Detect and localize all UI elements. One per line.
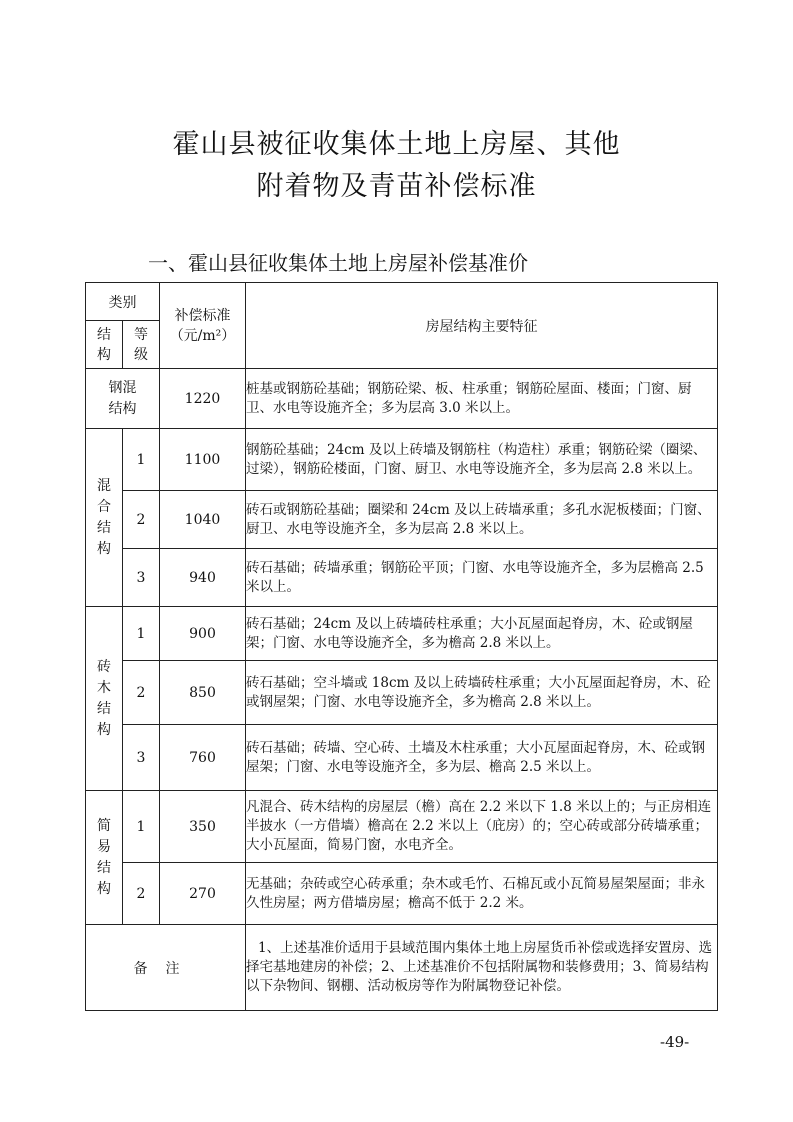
group-name-mixed: 混合结构 — [86, 429, 123, 607]
price-cell: 900 — [160, 607, 246, 661]
feature-cell: 桩基或钢筋砼基础；钢筋砼梁、板、柱承重；钢筋砼屋面、楼面；门窗、厨卫、水电等设施齐全；多为层高 3.0 米以上。 — [246, 369, 718, 429]
grade-cell: 2 — [123, 863, 160, 925]
feature-cell: 砖石基础；空斗墙或 18cm 及以上砖墙砖柱承重；大小瓦屋面起脊房，木、砼或钢屋架；门窗、水电等设施齐全，多为檐高 2.8 米以上。 — [246, 661, 718, 725]
compensation-table — [85, 282, 718, 1011]
grade-cell: 1 — [123, 429, 160, 491]
feature-cell: 砖石或钢筋砼基础；圈梁和 24cm 及以上砖墙承重；多孔水泥板楼面；门窗、厨卫、水电等设施齐全，多为层高 2.8 米以上。 — [246, 491, 718, 549]
price-cell: 850 — [160, 661, 246, 725]
feature-cell: 砖石基础；砖墙承重；钢筋砼平顶；门窗、水电等设施齐全，多为层檐高 2.5 米以上。 — [246, 549, 718, 607]
feature-cell: 无基础；杂砖或空心砖承重；杂木或毛竹、石棉瓦或小瓦简易屋架屋面；非永久性房屋；两方借墙房屋；檐高不低于 2.2 米。 — [246, 863, 718, 925]
header-standard — [160, 283, 246, 369]
section-heading: 一、霍山县征收集体土地上房屋补偿基准价 — [148, 251, 528, 275]
note-label-cell — [86, 925, 246, 1011]
price-cell: 1220 — [160, 369, 246, 429]
header-features: 房屋结构主要特征 — [246, 283, 718, 369]
feature-cell: 砖石基础；24cm 及以上砖墙砖柱承重；大小瓦屋面起脊房，木、砼或钢屋架；门窗、水电等设施齐全，多为檐高 2.8 米以上。 — [246, 607, 718, 661]
feature-cell: 钢筋砼基础；24cm 及以上砖墙及钢筋柱（构造柱）承重；钢筋砼梁（圈梁、过梁），钢筋砼楼面，门窗、厨卫、水电等设施齐全，多为层高 2.8 米以上。 — [246, 429, 718, 491]
grade-cell: 1 — [123, 607, 160, 661]
grade-cell: 3 — [123, 725, 160, 791]
header-grade: 等级 — [123, 321, 160, 369]
grade-cell: 3 — [123, 549, 160, 607]
grade-cell: 2 — [123, 491, 160, 549]
group-name-simple: 简易结构 — [86, 791, 123, 925]
price-cell: 1100 — [160, 429, 246, 491]
header-category: 类别 — [86, 283, 160, 321]
price-cell: 760 — [160, 725, 246, 791]
price-cell: 350 — [160, 791, 246, 863]
price-cell: 270 — [160, 863, 246, 925]
header-structure: 结构 — [86, 321, 123, 369]
feature-cell: 凡混合、砖木结构的房屋层（檐）高在 2.2 米以下 1.8 米以上的；与正房相连半披水（一方借墙）檐高在 2.2 米以上（庇房）的；空心砖或部分砖墙承重；大小瓦屋面，简易门窗，水电齐全。 — [246, 791, 718, 863]
feature-cell: 砖石基础；砖墙、空心砖、土墙及木柱承重；大小瓦屋面起脊房，木、砼或钢屋架；门窗、水电等设施齐全，多为层、檐高 2.5 米以上。 — [246, 725, 718, 791]
document-title-line-1: 霍山县被征收集体土地上房屋、其他 — [172, 129, 621, 160]
group-name-brick-wood: 砖木结构 — [86, 607, 123, 791]
note-text: 1、上述基准价适用于县域范围内集体土地上房屋货币补偿或选择安置房、选择宅基地建房的补偿；2、上述基准价不包括附属物和装修费用；3、简易结构以下杂物间、钢棚、活动板房等作为附属物登记补偿。 — [246, 925, 718, 1011]
header-standard-line-1: 补偿标准 — [174, 307, 231, 324]
page-number: -49- — [660, 1033, 690, 1051]
price-cell: 1040 — [160, 491, 246, 549]
header-standard-line-2: （元/m²） — [169, 327, 236, 344]
group-name-reinforced-concrete: 钢混结构 — [86, 369, 160, 429]
grade-cell: 2 — [123, 661, 160, 725]
note-label: 备注 — [133, 960, 198, 977]
price-cell: 940 — [160, 549, 246, 607]
document-title-line-2: 附着物及青苗补偿标准 — [256, 171, 537, 202]
grade-cell: 1 — [123, 791, 160, 863]
